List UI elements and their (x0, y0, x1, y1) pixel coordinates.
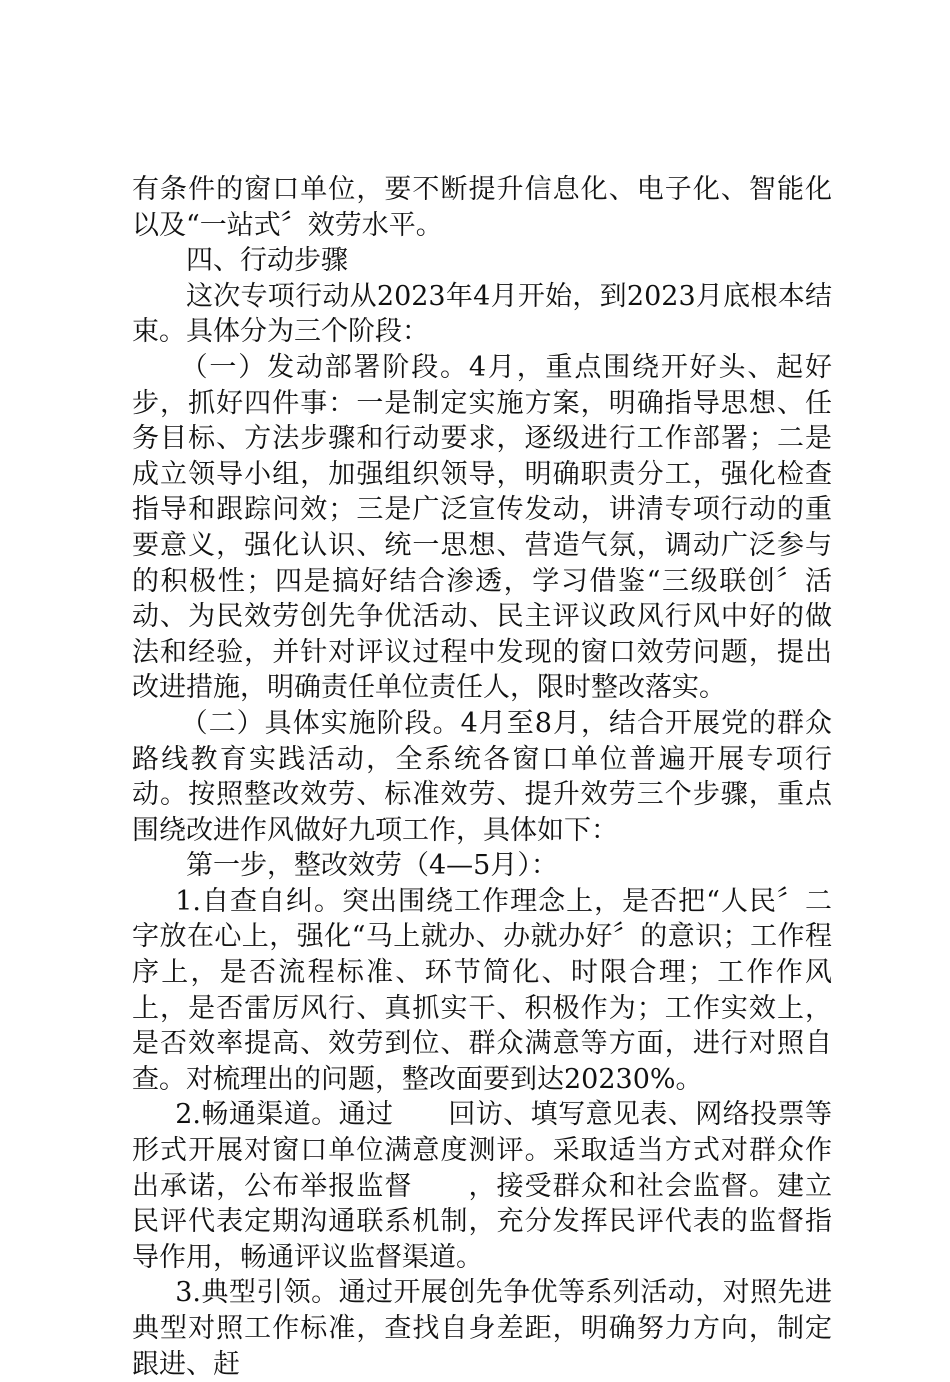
paragraph-phase-two: （二）具体实施阶段。4月至8月，结合开展党的群众路线教育实践活动，全系统各窗口单位普遍开展专项行动。按照整改效劳、标准效劳、提升效劳三个步骤，重点围绕改进作风做好九项工作，具体如下： (132, 707, 832, 846)
paragraph-item-3: 3.典型引领。通过开展创先争优等系列活动，对照先进典型对照工作标准，查找自身差距，明确努力方向，制定跟进、赶 (132, 1277, 832, 1380)
paragraph-step-one-heading: 第一步，整改效劳（4—5月）： (186, 850, 558, 882)
paragraph-timeline: 这次专项行动从2023年4月开始，到2023月底根本结束。具体分为三个阶段： (132, 280, 832, 348)
paragraph-item-2: 2.畅通渠道。通过 回访、填写意见表、网络投票等形式开展对窗口单位满意度测评。采取适当方式对群众作出承诺，公布举报监督 ，接受群众和社会监督。建立民评代表定期沟通联系机制，充分发挥民评代表的监督指导作用，畅通评议监督渠道。 (132, 1099, 832, 1273)
paragraph-item-1: 1.自查自纠。突出围绕工作理念上，是否把“人民〞二字放在心上，强化“马上就办、办就办好〞的意识；工作程序上，是否流程标准、环节简化、时限合理；工作作风上，是否雷厉风行、真抓实干、积极作为；工作实效上，是否效率提高、效劳到位、群众满意等方面，进行对照自查。对梳理出的问题，整改面要到达20230%。 (132, 885, 832, 1095)
document-body (132, 172, 832, 1382)
paragraph-phase-one: （一）发动部署阶段。4月，重点围绕开好头、起好步，抓好四件事：一是制定实施方案，明确指导思想、任务目标、方法步骤和行动要求，逐级进行工作部署；二是成立领导小组，加强组织领导，明确职责分工，强化检查指导和跟踪问效；三是广泛宣传发动，讲清专项行动的重要意义，强化认识、统一思想、营造气氛，调动广泛参与的积极性；四是搞好结合渗透，学习借鉴“三级联创〞活动、为民效劳创先争优活动、民主评议政风行风中好的做法和经验，并针对评议过程中发现的窗口效劳问题，提出改进措施，明确责任单位责任人，限时整改落实。 (132, 351, 832, 704)
section-heading-action-steps: 四、行动步骤 (186, 245, 348, 277)
paragraph-continuation: 有条件的窗口单位，要不断提升信息化、电子化、智能化以及“一站式〞效劳水平。 (132, 174, 832, 241)
